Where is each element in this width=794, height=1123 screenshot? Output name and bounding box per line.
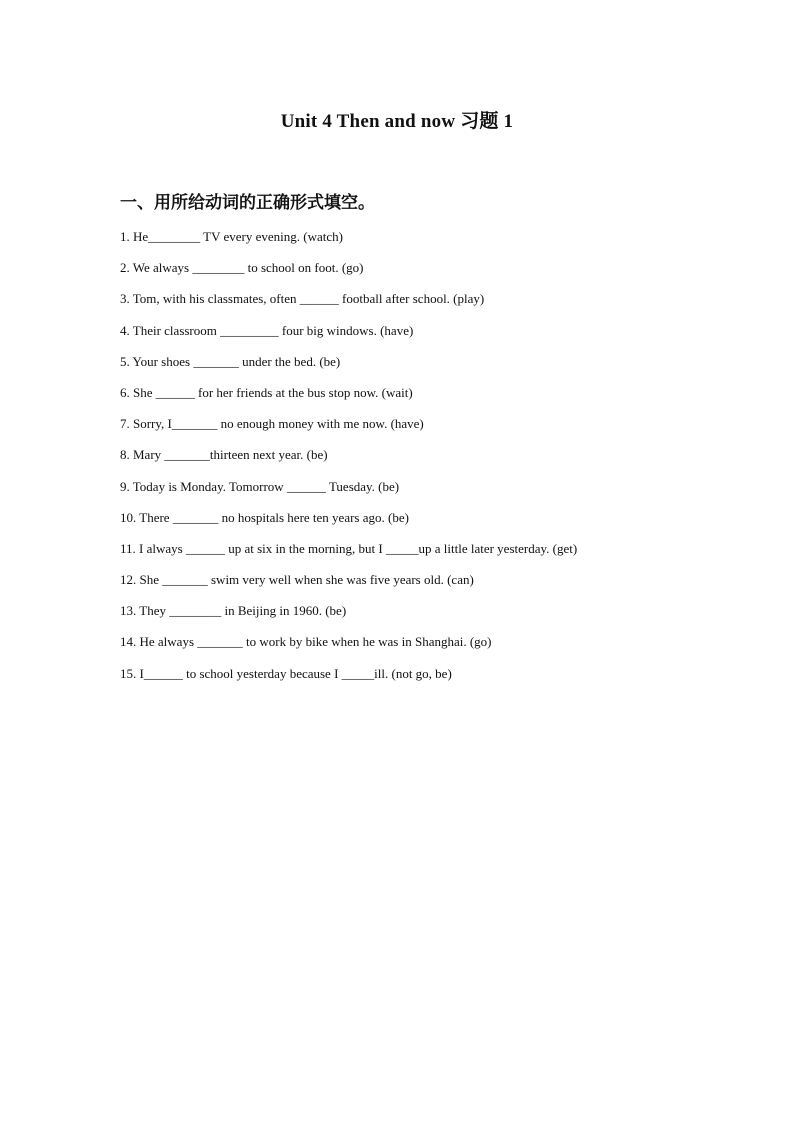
exercise-item-3: 3. Tom, with his classmates, often ______ football after school. (play) [120, 291, 485, 307]
exercise-item-6: 6. She ______ for her friends at the bus stop now. (wait) [120, 384, 413, 400]
exercise-item-13: 13. They ________ in Beijing in 1960. (be) [120, 603, 347, 619]
exercise-item-2: 2. We always ________ to school on foot. (go) [120, 260, 364, 276]
exercise-item-15: 15. I______ to school yesterday because I _____ill. (not go, be) [120, 665, 452, 681]
page-title: Unit 4 Then and now 习题 1 [280, 111, 514, 132]
exercise-list [120, 227, 680, 695]
exercise-item-5: 5. Your shoes _______ under the bed. (be) [120, 353, 341, 369]
exercise-item-12: 12. She _______ swim very well when she was five years old. (can) [120, 572, 474, 588]
exercise-item-9: 9. Today is Monday. Tomorrow ______ Tuesday. (be) [120, 478, 400, 494]
section-heading: 一、用所给动词的正确形式填空。 [120, 193, 375, 212]
exercise-item-10: 10. There _______ no hospitals here ten years ago. (be) [120, 509, 409, 525]
exercise-item-4: 4. Their classroom _________ four big windows. (have) [120, 322, 414, 338]
exercise-item-8: 8. Mary _______thirteen next year. (be) [120, 447, 328, 463]
exercise-item-11: 11. I always ______ up at six in the morning, but I _____up a little later yesterday. (get) [120, 540, 578, 556]
exercise-item-1: 1. He________ TV every evening. (watch) [120, 229, 343, 244]
exercise-item-7: 7. Sorry, I_______ no enough money with me now. (have) [120, 416, 424, 432]
exercise-item-14: 14. He always _______ to work by bike when he was in Shanghai. (go) [120, 634, 492, 650]
